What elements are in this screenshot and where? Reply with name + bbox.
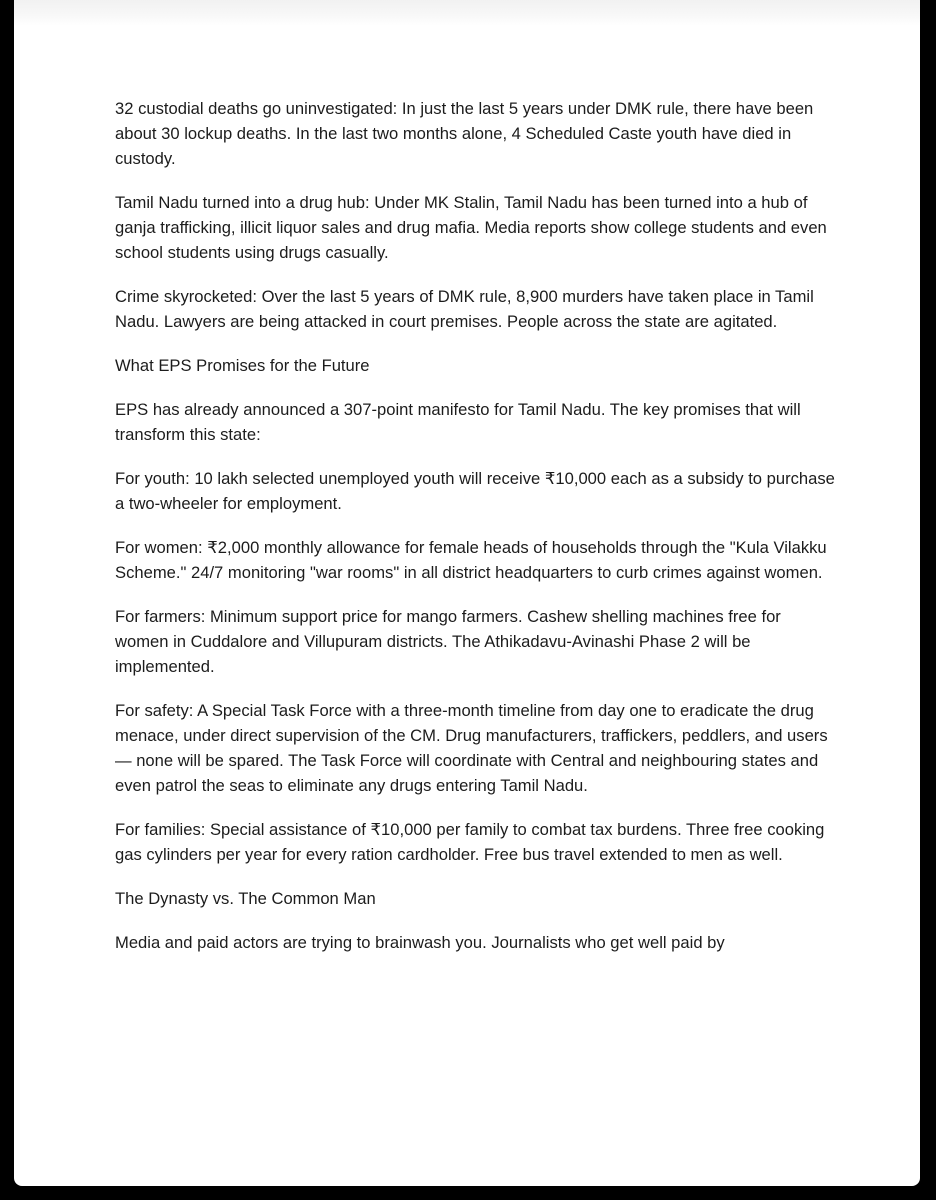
section-heading-dynasty: The Dynasty vs. The Common Man xyxy=(115,889,376,908)
paragraph-manifesto: EPS has already announced a 307-point manifesto for Tamil Nadu. The key promises that will transform this state: xyxy=(115,400,801,444)
paragraph-drug-hub: Tamil Nadu turned into a drug hub: Under MK Stalin, Tamil Nadu has been turned into a hub of ganja trafficking, illicit liquor sales and drug mafia. Media reports show college students and even school students using drugs casually. xyxy=(115,193,827,262)
paragraph-youth: For youth: 10 lakh selected unemployed youth will receive ₹10,000 each as a subsidy to purchase a two-wheeler for employment. xyxy=(115,469,835,513)
paragraph-women: For women: ₹2,000 monthly allowance for female heads of households through the "Kula Vilakku Scheme." 24/7 monitoring "war rooms" in all district headquarters to curb crimes against women. xyxy=(115,538,827,582)
paragraph-crime: Crime skyrocketed: Over the last 5 years of DMK rule, 8,900 murders have taken place in Tamil Nadu. Lawyers are being attacked in court premises. People across the state are agitated. xyxy=(115,287,814,331)
paragraph-safety: For safety: A Special Task Force with a three-month timeline from day one to eradicate the drug menace, under direct supervision of the CM. Drug manufacturers, traffickers, peddlers, and users — none will be spared. The Task Force will coordinate with Central and neighbouring states and even patrol the seas to eliminate any drugs entering Tamil Nadu. xyxy=(115,701,828,795)
paragraph-media: Media and paid actors are trying to brainwash you. Journalists who get well paid by xyxy=(115,933,725,952)
paragraph-families: For families: Special assistance of ₹10,000 per family to combat tax burdens. Three free cooking gas cylinders per year for every ration cardholder. Free bus travel extended to men as well. xyxy=(115,820,825,864)
section-heading-eps-promises: What EPS Promises for the Future xyxy=(115,356,370,375)
page-top-shadow xyxy=(14,0,920,26)
document-body xyxy=(115,96,835,974)
paragraph-farmers: For farmers: Minimum support price for mango farmers. Cashew shelling machines free for women in Cuddalore and Villupuram districts. The Athikadavu-Avinashi Phase 2 will be implemented. xyxy=(115,607,781,676)
document-page xyxy=(14,0,920,1186)
paragraph-custodial-deaths: 32 custodial deaths go uninvestigated: In just the last 5 years under DMK rule, there have been about 30 lockup deaths. In the last two months alone, 4 Scheduled Caste youth have died in custody. xyxy=(115,99,814,168)
